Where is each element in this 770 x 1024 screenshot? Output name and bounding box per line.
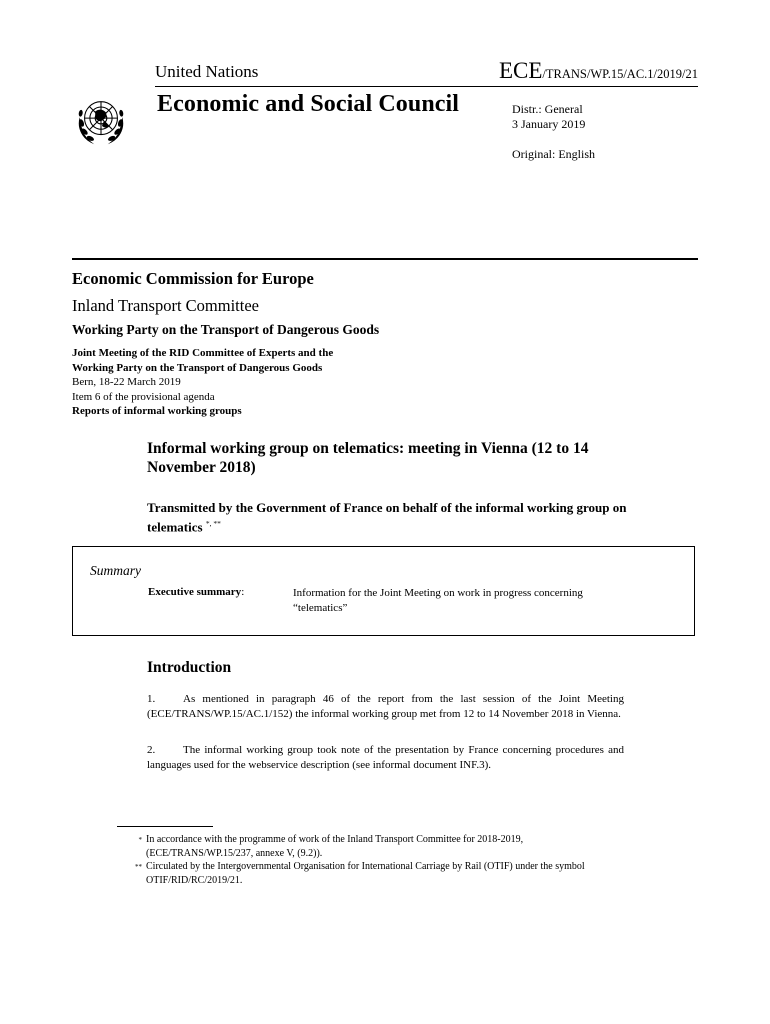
- document-symbol: [499, 58, 698, 84]
- exec-label-colon: :: [241, 586, 245, 598]
- executive-summary-label: [148, 586, 244, 598]
- header-rule: [155, 86, 698, 87]
- commission-heading: Economic Commission for Europe: [72, 269, 314, 288]
- committee-heading: Inland Transport Committee: [72, 296, 259, 315]
- distribution-block: [512, 102, 585, 132]
- paragraph-2: [147, 743, 624, 772]
- introduction-heading: Introduction: [147, 659, 232, 676]
- transmitted-text: Transmitted by the Government of France on behalf of the informal working group on telematics: [147, 500, 627, 535]
- paragraph-text: As mentioned in paragraph 46 of the report from the last session of the Joint Meeting (ECE/TRANS/WP.15/AC.1/152) the informal working group met from 12 to 14 November 2018 in Vienna.: [147, 693, 624, 720]
- un-emblem-icon: [72, 92, 130, 150]
- meeting-line-2: Working Party on the Transport of Dangerous Goods: [72, 361, 323, 374]
- meeting-info: [72, 346, 333, 419]
- symbol-main: ECE: [498, 58, 543, 83]
- working-party-heading: Working Party on the Transport of Dangerous Goods: [72, 322, 380, 337]
- paragraph-number: 2.: [147, 744, 156, 756]
- summary-heading: Summary: [90, 563, 141, 578]
- footnote-2: [117, 860, 627, 887]
- symbol-rest: /TRANS/WP.15/AC.1/2019/21: [542, 67, 698, 81]
- footnote-mark: **: [135, 863, 142, 871]
- footnote-text: Circulated by the Intergovernmental Organisation for International Carriage by Rail (OTIF) under the symbol OTIF/RID/RC/2019/21.: [146, 861, 585, 886]
- footnote-text: In accordance with the programme of work of the Inland Transport Committee for 2018-2019, (ECE/TRANS/WP.15/237, annexe V, (9.2)).: [146, 834, 524, 859]
- meeting-venue: Bern, 18-22 March 2019: [72, 376, 181, 388]
- agenda-title: Reports of informal working groups: [72, 405, 242, 417]
- footnote-marks: *, **: [205, 519, 221, 528]
- document-date: 3 January 2019: [512, 117, 586, 131]
- paragraph-1: [147, 692, 624, 721]
- council-title: Economic and Social Council: [157, 91, 460, 117]
- transmitted-by: [147, 500, 627, 535]
- paragraph-number: 1.: [147, 693, 156, 705]
- footnote-1: [117, 833, 627, 860]
- document-title: Informal working group on telematics: meeting in Vienna (12 to 14 November 2018): [147, 440, 589, 476]
- executive-summary-text: Information for the Joint Meeting on work in progress concerning “telematics”: [293, 587, 583, 614]
- footnote-rule: [117, 826, 213, 827]
- original-language: Original: English: [512, 147, 595, 161]
- meeting-line-1: Joint Meeting of the RID Committee of Experts and the: [72, 347, 334, 359]
- footnote-mark: *: [138, 836, 142, 844]
- exec-label-text: Executive summary: [148, 586, 242, 598]
- organization-name: United Nations: [155, 62, 259, 81]
- section-rule: [72, 258, 698, 260]
- distribution: Distr.: General: [512, 102, 583, 116]
- agenda-item: Item 6 of the provisional agenda: [72, 390, 215, 403]
- paragraph-text: The informal working group took note of the presentation by France concerning procedures and languages used for the webservice description (see informal document INF.3).: [147, 744, 624, 771]
